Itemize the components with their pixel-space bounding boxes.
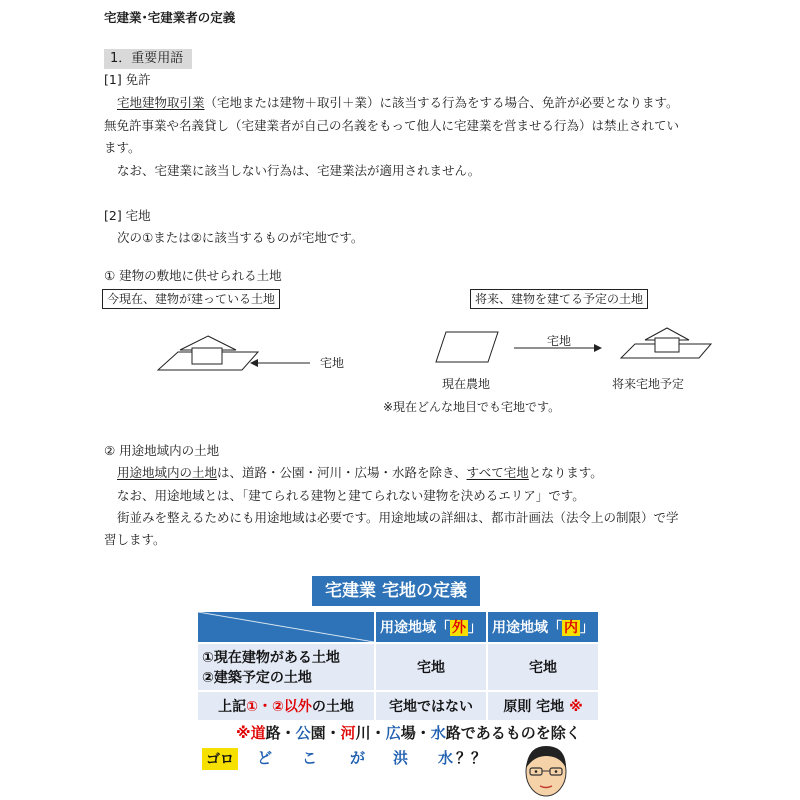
paragraph-license-line4: なお、宅建業に該当しない行為は、宅建業法が適用されません。 [117, 163, 481, 178]
header-inside-zone: 用途地域「 内 」 [487, 612, 598, 643]
row-label-building-land: ①現在建物がある土地 ②建築予定の土地 [198, 643, 375, 691]
term-real-estate-business: 宅地建物取引業 [117, 95, 205, 110]
mnemonic-char-5: 水 [438, 749, 454, 767]
mnemonic-char-2: こ [302, 749, 318, 767]
paragraph-zone-line2: なお、用途地域とは、「建てられる建物と建てられない建物を決めるエリア」です。 [117, 488, 585, 503]
cell-inside-land: 宅地 [487, 643, 598, 691]
item2-title: ② 用途地域内の土地 [104, 443, 220, 458]
keyword-other-than: ①・②以外 [246, 699, 312, 715]
cell-outside-land: 宅地 [375, 643, 487, 691]
paragraph-land-intro: 次の①または②に該当するものが宅地です。 [117, 230, 364, 245]
caption-farmland: 現在農地 [442, 377, 491, 391]
term-all-land: すべて宅地 [466, 465, 529, 480]
item1-title: ① 建物の敷地に供せられる土地 [104, 268, 282, 283]
arrow-left-icon [250, 356, 312, 370]
paragraph-zone-line4: 習します。 [104, 532, 166, 547]
table-corner-diagonal [198, 612, 375, 643]
paragraph-license-line2: 無免許事業や名義貸し（宅建業者が自己の名義をもって他人に宅建業を営ませる行為）は禁止されてい [104, 118, 680, 133]
keyword-outside: 外 [452, 620, 466, 636]
keyword-inside: 内 [564, 620, 578, 636]
mnemonic-char-3: が [350, 749, 366, 767]
exclusion-note: ※道路・公園・河川・広場・水路であるものを除く [236, 724, 581, 742]
section-heading: 1．重要用語 [110, 51, 184, 66]
future-house-on-lot-icon [615, 326, 715, 362]
mnemonic-badge: ゴロ [202, 748, 238, 770]
mnemonic-char-1: ど [257, 749, 273, 767]
mnemonic-question: ？？ [456, 749, 487, 767]
paragraph-license-line3: ます。 [104, 140, 141, 155]
summary-banner: 宅建業 宅地の定義 [312, 576, 480, 606]
page-title: 宅建業･宅建業者の定義 [104, 10, 236, 25]
cell-outside-not-land: 宅地ではない [375, 691, 487, 720]
arrow-right-icon [514, 341, 604, 355]
note-any-land-category: ※現在どんな地目でも宅地です。 [383, 400, 561, 414]
subheading-land: [2] 宅地 [104, 208, 151, 223]
caption-future-land: 将来宅地予定 [612, 377, 685, 391]
paragraph-zone-line1: 用途地域内の土地は、道路・公園・河川・広場・水路を除き、すべて宅地となります。 [117, 465, 603, 480]
cell-inside-principle-land: 原則 宅地 ※ [487, 691, 598, 720]
asterisk-mark: ※ [569, 699, 583, 715]
farmland-plot-icon [432, 330, 502, 366]
paragraph-license-line1: 宅地建物取引業（宅地または建物＋取引＋業）に該当する行為をする場合、免許が必要となります。 [117, 95, 679, 110]
cartoon-face-icon [516, 740, 576, 798]
header-outside-zone: 用途地域「 外 」 [375, 612, 487, 643]
label-land-right: 宅地 [547, 334, 572, 348]
label-land-left: 宅地 [320, 356, 345, 370]
term-zoning-land: 用途地域内の土地 [117, 465, 218, 480]
boxed-label-current: 今現在、建物が建っている土地 [102, 289, 280, 309]
summary-table [198, 612, 598, 720]
row-label-other-land: 上記①・②以外の土地 [198, 691, 375, 720]
house-on-lot-icon [150, 330, 260, 380]
boxed-label-future: 将来、建物を建てる予定の土地 [470, 289, 648, 309]
paragraph-zone-line3: 街並みを整えるためにも用途地域は必要です。用途地域の詳細は、都市計画法（法令上の制限）で学 [117, 510, 679, 525]
mnemonic-char-4: 洪 [393, 749, 409, 767]
subheading-license: [1] 免許 [104, 72, 151, 87]
